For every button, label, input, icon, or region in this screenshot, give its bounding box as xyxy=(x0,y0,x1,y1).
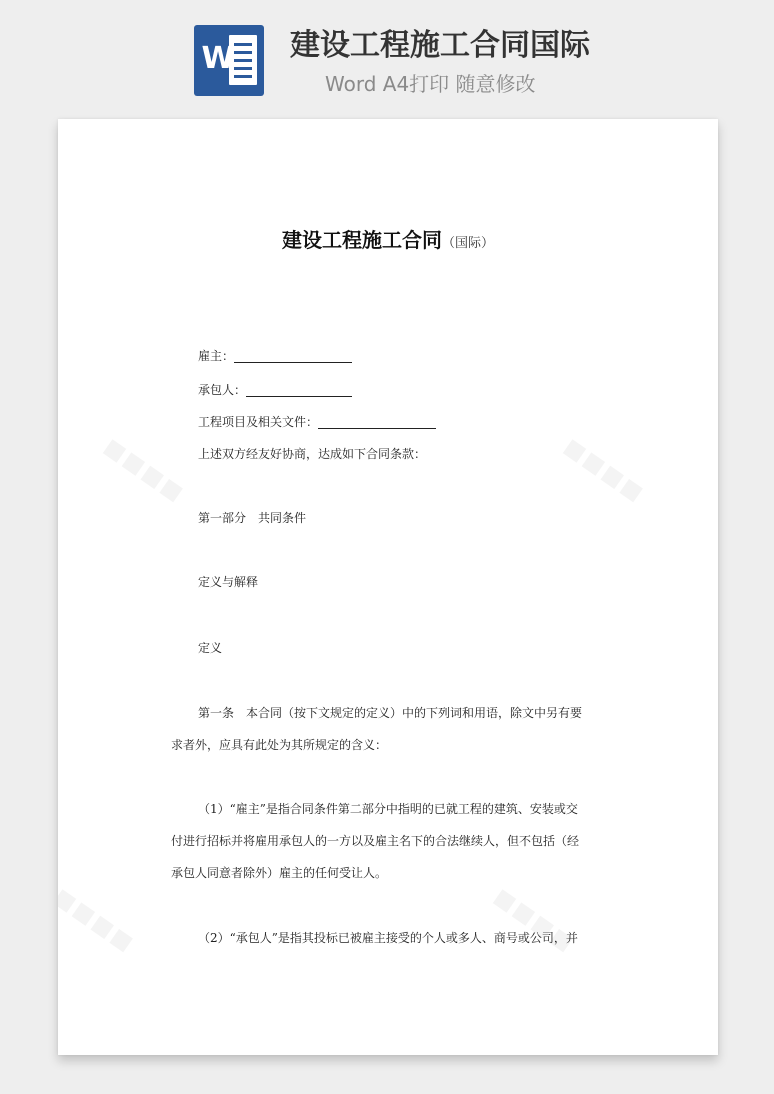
intro-text: 上述双方经友好协商，达成如下合同条款： xyxy=(198,447,427,461)
word-document-icon xyxy=(194,25,264,96)
field-employer xyxy=(198,343,352,369)
part-heading: 第一部分 共同条件 xyxy=(198,511,307,525)
field-employer-blank xyxy=(234,346,352,363)
item-1-line: （1）“雇主”是指合同条件第二部分中指明的已就工程的建筑、安装或交 xyxy=(198,802,578,816)
field-project-docs xyxy=(198,409,436,435)
watermark xyxy=(58,876,143,962)
item-2-line: （2）“承包人”是指其投标已被雇主接受的个人或多人、商号或公司，并 xyxy=(198,931,578,945)
subsection-heading: 定义 xyxy=(198,641,223,655)
article-1-line: 第一条 本合同（按下文规定的定义）中的下列词和用语，除文中另有要 xyxy=(198,706,583,720)
document-title-main: 建设工程施工合同 xyxy=(281,228,442,252)
field-contractor xyxy=(198,377,352,403)
document-page xyxy=(58,119,718,1055)
field-project-docs-label: 工程项目及相关文件： xyxy=(198,415,319,429)
field-employer-label: 雇主： xyxy=(198,349,235,363)
word-icon-letter: W xyxy=(201,41,235,76)
document-title xyxy=(58,225,718,259)
banner xyxy=(0,0,774,110)
item-1-line: 付进行招标并将雇用承包人的一方以及雇主名下的合法继续人，但不包括（经 xyxy=(171,834,580,848)
field-contractor-blank xyxy=(246,380,352,397)
field-project-docs-blank xyxy=(318,412,436,429)
document-title-suffix: （国际） xyxy=(441,236,494,251)
field-contractor-label: 承包人： xyxy=(198,383,247,397)
watermark xyxy=(95,426,193,512)
section-heading: 定义与解释 xyxy=(198,575,259,589)
watermark xyxy=(555,426,653,512)
article-1-line: 求者外，应具有此处为其所规定的含义： xyxy=(171,738,388,752)
item-1-line: 承包人同意者除外）雇主的任何受让人。 xyxy=(171,866,388,880)
banner-subtitle: Word A4打印 随意修改 xyxy=(325,72,536,96)
banner-title: 建设工程施工合同国际 xyxy=(290,28,590,63)
